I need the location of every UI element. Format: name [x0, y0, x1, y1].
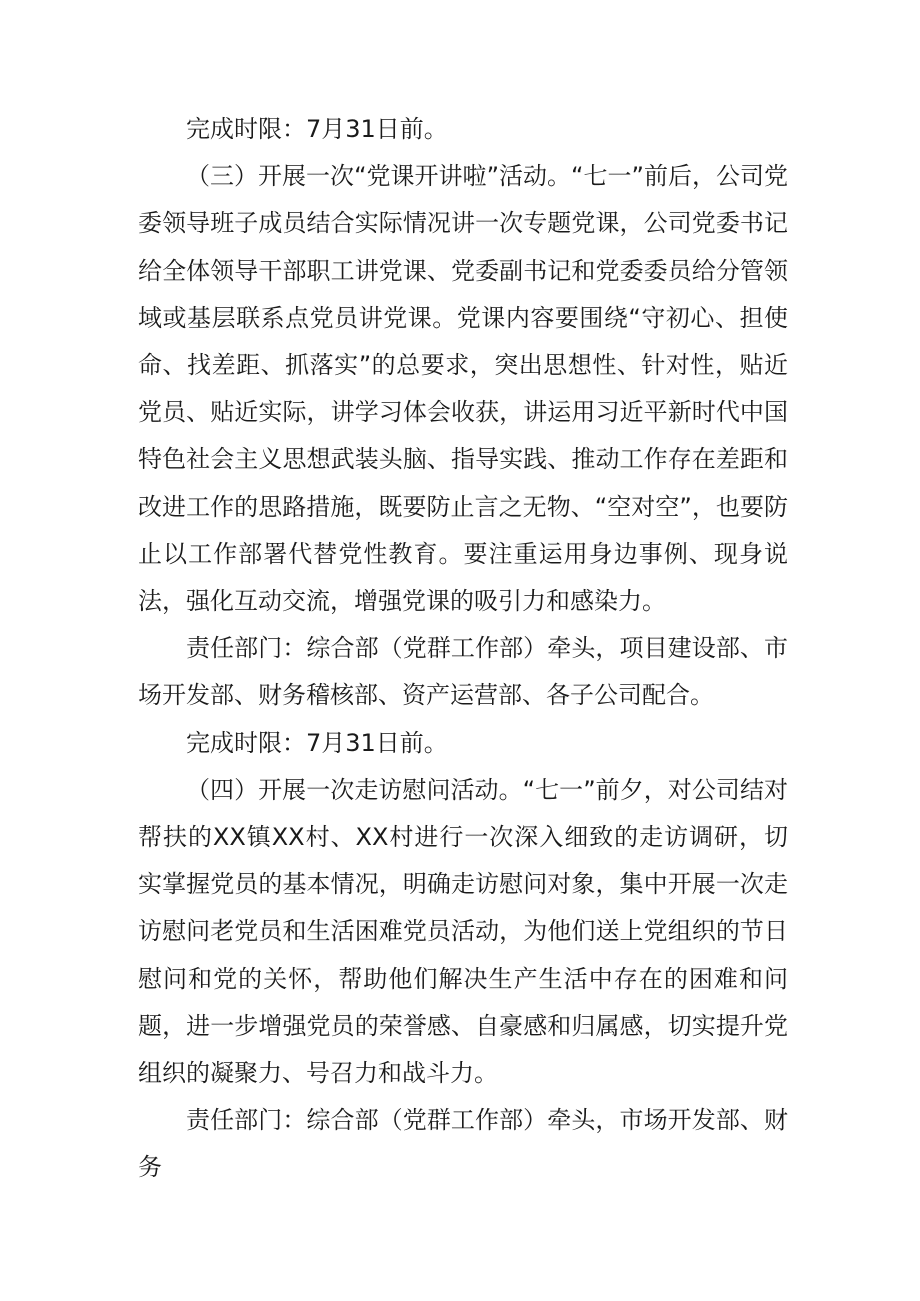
document-body: [138, 106, 788, 1192]
deadline-paragraph: 完成时限：7月31日前。: [186, 728, 448, 757]
responsible-department-paragraph: 责任部门：综合部（党群工作部）牵头，市场开发部、财务: [138, 1106, 788, 1182]
section-four-paragraph: （四）开展一次走访慰问活动。“七一”前夕，对公司结对帮扶的XX镇XX村、XX村进行一次深入细致的走访调研，切实掌握党员的基本情况，明确走访慰问对象，集中开展一次走访慰问老党员和生活困难党员活动，为他们送上党组织的节日慰问和党的关怀，帮助他们解决生产生活中存在的困难和问题，进一步增强党员的荣誉感、自豪感和归属感，切实提升党组织的凝聚力、号召力和战斗力。: [138, 775, 788, 1088]
deadline-paragraph: 完成时限：7月31日前。: [186, 115, 448, 143]
section-three-paragraph: （三）开展一次“党课开讲啦”活动。“七一”前后，公司党委领导班子成员结合实际情况讲一次专题党课，公司党委书记给全体领导干部职工讲党课、党委副书记和党委委员给分管领域或基层联系点党员讲党课。党课内容要围绕“守初心、担使命、找差距、抓落实”的总要求，突出思想性、针对性，贴近党员、贴近实际，讲学习体会收获，讲运用习近平新时代中国特色社会主义思想武装头脑、指导实践、推动工作存在差距和改进工作的思路措施，既要防止言之无物、“空对空”，也要防止以工作部署代替党性教育。要注重运用身边事例、现身说法，强化互动交流，增强党课的吸引力和感染力。: [138, 162, 788, 616]
responsible-department-paragraph: 责任部门：综合部（党群工作部）牵头，项目建设部、市场开发部、财务稽核部、资产运营部、各子公司配合。: [138, 634, 788, 710]
